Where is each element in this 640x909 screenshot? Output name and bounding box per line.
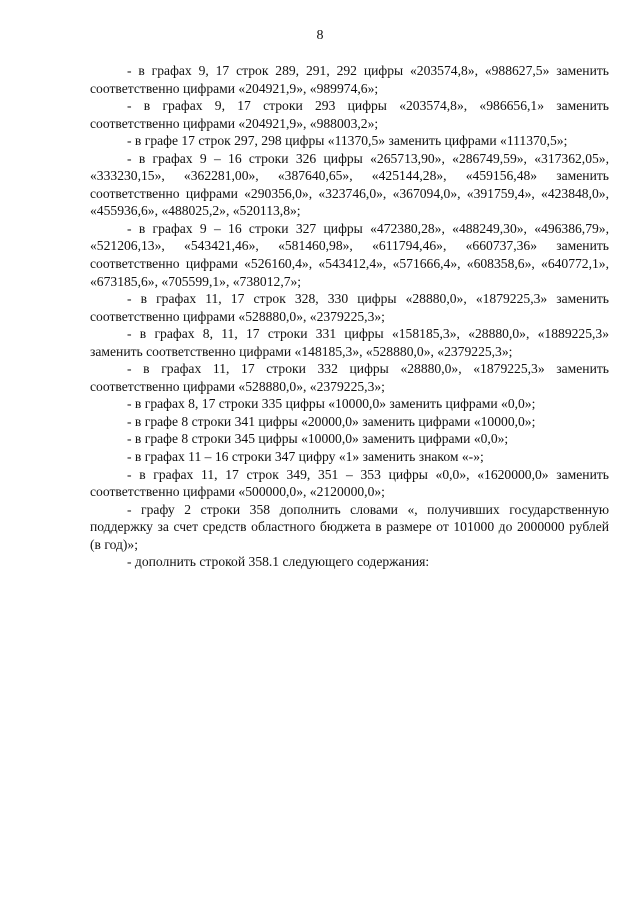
paragraph: - в графах 11 – 16 строки 347 цифру «1» заменить знаком «-»; [127, 449, 484, 465]
page-number: 8 [316, 28, 324, 43]
paragraph: - в графах 11, 17 строк 349, 351 – 353 цифры «0,0», «1620000,0» заменить соответственно цифрами «500000,0», «2120000,0»; [90, 466, 609, 500]
document-body [90, 62, 609, 571]
paragraph: - в графах 11, 17 строки 332 цифры «28880,0», «1879225,3» заменить соответственно цифрами «528880,0», «2379225,3»; [90, 361, 609, 394]
paragraph: - в графе 8 строки 345 цифры «10000,0» заменить цифрами «0,0»; [127, 431, 509, 447]
paragraph: - дополнить строкой 358.1 следующего содержания: [127, 554, 430, 570]
paragraph: - графу 2 строки 358 дополнить словами «, получивших государственную поддержку за счет средств областного бюджета в размере от 101000 до 2000000 рублей (в год)»; [90, 501, 609, 552]
paragraph: - в графах 8, 11, 17 строки 331 цифры «158185,3», «28880,0», «1889225,3» заменить соответственно цифрами «148185,3», «528880,0», «2379225,3»; [90, 326, 609, 359]
paragraph: - в графах 8, 17 строки 335 цифры «10000,0» заменить цифрами «0,0»; [127, 396, 536, 412]
paragraph: - в графе 17 строк 297, 298 цифры «11370,5» заменить цифрами «111370,5»; [127, 133, 568, 149]
paragraph: - в графах 9 – 16 строки 327 цифры «472380,28», «488249,30», «496386,79», «521206,13», «543421,46», «581460,98», «611794,46», «660737,36» заменить соответственно цифрами «526160,4», «543412,4», «571666,4», «608358,6», «640772,1», «673185,6», «705599,1», «738012,7»; [90, 220, 609, 289]
paragraph: - в графах 9, 17 строк 289, 291, 292 цифры «203574,8», «988627,5» заменить соответственно цифрами «204921,9», «989974,6»; [90, 63, 609, 96]
paragraph: - в графе 8 строки 341 цифры «20000,0» заменить цифрами «10000,0»; [127, 413, 536, 429]
paragraph: - в графах 9, 17 строки 293 цифры «203574,8», «986656,1» заменить соответственно цифрами «204921,9», «988003,2»; [90, 98, 609, 131]
paragraph: - в графах 11, 17 строк 328, 330 цифры «28880,0», «1879225,3» заменить соответственно цифрами «528880,0», «2379225,3»; [90, 291, 609, 324]
paragraph: - в графах 9 – 16 строки 326 цифры «265713,90», «286749,59», «317362,05», «333230,15», «362281,00», «387640,65», «425144,28», «459156,48» заменить соответственно цифрами «290356,0», «323746,0», «367094,0», «391759,4», «423848,0», «455936,6», «488025,2», «520113,8»; [90, 150, 609, 219]
